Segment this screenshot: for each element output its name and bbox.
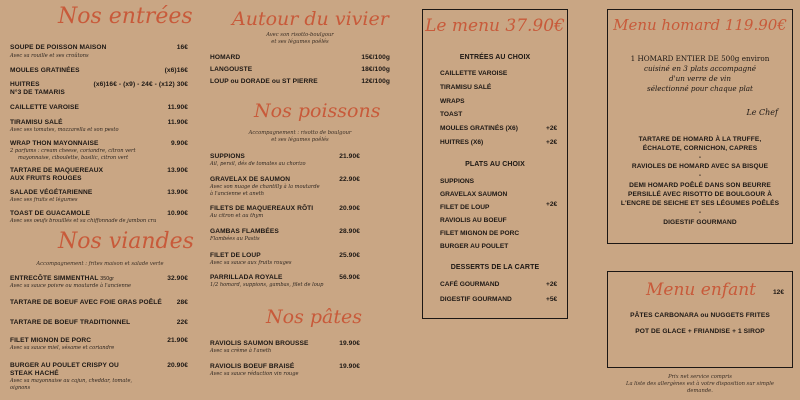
poisson-item: GAMBAS FLAMBÉES 28.90€ bbox=[210, 228, 360, 235]
pate-item: RAVIOLIS BOEUF BRAISÉ 19.90€ bbox=[210, 363, 360, 370]
menu-enfant-title: Menu enfant bbox=[646, 280, 756, 300]
vivier-item: HOMARD 15€/100g bbox=[210, 54, 390, 61]
menu-enfant-line: PÂTES CARBONARA ou NUGGETS FRITES bbox=[630, 312, 770, 319]
viande-item-line2: STEAK HACHÉ bbox=[10, 370, 59, 377]
vivier-subtitle: et ses légumes poêlés bbox=[271, 39, 329, 45]
poissons-title: Nos poissons bbox=[254, 100, 381, 122]
menu-homard-separator: - bbox=[698, 172, 702, 179]
menu-37-supplement: +2€ bbox=[546, 201, 558, 208]
menu-37-entree: TOAST bbox=[440, 111, 463, 118]
entree-item: WRAP THON MAYONNAISE 9.90€ bbox=[10, 140, 188, 147]
menu-homard-separator: - bbox=[698, 154, 702, 161]
menu-37-plat: BURGER AU POULET bbox=[440, 243, 509, 250]
menu-homard-box bbox=[607, 9, 793, 244]
entree-desc: Avec sa rouille et ses croûtons bbox=[10, 53, 89, 59]
menu-homard-desc: d'un verre de vin bbox=[669, 74, 731, 83]
menu-37-supplement: +2€ bbox=[546, 281, 558, 288]
poissons-subtitle: Accompagnement : risotto de boulgour bbox=[248, 130, 352, 136]
menu-homard-desc: sélectionné pour chaque plat bbox=[647, 84, 753, 93]
viandes-subtitle: Accompagnement : frites maison et salade verte bbox=[36, 261, 164, 267]
menu-homard-item: DEMI HOMARD POÊLÉ DANS SON BEURRE bbox=[629, 182, 771, 189]
poisson-desc: 1/2 homard, suppions, gambas, filet de loup bbox=[210, 282, 324, 288]
poisson-item: FILETS DE MAQUEREAUX RÔTI 20.90€ bbox=[210, 205, 360, 212]
menu-homard-item: RAVIOLES DE HOMARD AVEC SA BISQUE bbox=[631, 163, 769, 170]
entree-desc: 2 parfums : cream cheese, coriandre, citron vert bbox=[10, 148, 136, 154]
menu-homard-desc: 1 HOMARD ENTIER DE 500g environ bbox=[630, 54, 770, 63]
menu-homard-separator: - bbox=[698, 209, 702, 216]
entree-item: MOULES GRATINÉES (x6)16€ bbox=[10, 67, 188, 74]
menu-enfant-line: POT DE GLACE + FRIANDISE + 1 SIROP bbox=[635, 328, 765, 335]
entrees-title: Nos entrées bbox=[58, 4, 193, 29]
vivier-title: Autour du vivier bbox=[232, 8, 389, 30]
entree-item: TIRAMISU SALÉ 11.90€ bbox=[10, 119, 188, 126]
chef-signature: Le Chef bbox=[746, 108, 778, 117]
viande-item: TARTARE DE BOEUF TRADITIONNEL 22€ bbox=[10, 319, 188, 326]
footer-note: demande. bbox=[687, 388, 713, 394]
menu-37-plat: FILET MIGNON DE PORC bbox=[440, 230, 520, 237]
footer-note: Prix net service compris bbox=[668, 374, 732, 380]
entree-desc: mayonnaise, ciboulette, basilic, citron vert bbox=[18, 155, 129, 161]
viande-desc: oignons bbox=[10, 385, 31, 391]
poisson-desc: à l'ancienne et aneth bbox=[210, 191, 265, 197]
menu-37-supplement: +5€ bbox=[546, 296, 558, 303]
poisson-item: SUPPIONS 21.90€ bbox=[210, 153, 360, 160]
entree-item: SOUPE DE POISSON MAISON 16€ bbox=[10, 44, 188, 51]
entree-item: SALADE VÉGÉTARIENNE 13.90€ bbox=[10, 189, 188, 196]
menu-37-title: Le menu 37.90€ bbox=[425, 16, 565, 36]
poisson-item: PARRILLADA ROYALE 56.90€ bbox=[210, 274, 360, 281]
viande-item: ENTRECÔTE SIMMENTHAL 350gr 32.90€ bbox=[10, 275, 188, 282]
menu-37-entree: HUITRES (X6) bbox=[440, 139, 484, 146]
viande-item: FILET MIGNON DE PORC 21.90€ bbox=[10, 337, 188, 344]
vivier-item: LOUP ou DORADE ou ST PIERRE 12€/100g bbox=[210, 78, 390, 85]
menu-37-plat: GRAVELAX SAUMON bbox=[440, 191, 508, 198]
menu-37-plat: FILET DE LOUP bbox=[440, 204, 490, 211]
entree-item-line2: AUX FRUITS ROUGES bbox=[10, 175, 82, 182]
menu-37-entrees-heading: ENTRÉES AU CHOIX bbox=[459, 54, 531, 61]
entree-desc: Avec ses fruits et légumes bbox=[10, 197, 78, 203]
pates-title: Nos pâtes bbox=[266, 306, 362, 328]
menu-37-desserts-heading: DESSERTS DE LA CARTE bbox=[450, 264, 540, 271]
poisson-desc: Avec son nuage de chantilly à la moutarde bbox=[210, 184, 320, 190]
menu-37-plat: RAVIOLIS AU BOEUF bbox=[440, 217, 507, 224]
menu-37-dessert: CAFÉ GOURMAND bbox=[440, 281, 500, 288]
menu-homard-item: L'ENCRE DE SEICHE ET SES LÉGUMES POÊLÉS bbox=[620, 200, 780, 207]
menu-37-entree: MOULES GRATINÉS (X6) bbox=[440, 125, 518, 132]
pate-desc: Avec sa sauce réduction vin rouge bbox=[210, 371, 299, 377]
entree-item: TOAST DE GUACAMOLE 10.90€ bbox=[10, 210, 188, 217]
menu-homard-title: Menu homard 119.90€ bbox=[613, 16, 787, 34]
vivier-subtitle: Avec son risotto-boulgour bbox=[266, 32, 334, 38]
menu-homard-item: TARTARE DE HOMARD À LA TRUFFE, bbox=[638, 136, 762, 143]
menu-37-supplement: +2€ bbox=[546, 125, 558, 132]
menu-homard-item: DIGESTIF GOURMAND bbox=[663, 219, 737, 226]
vivier-item: LANGOUSTE 18€/100g bbox=[210, 66, 390, 73]
poisson-item: GRAVELAX DE SAUMON 22.90€ bbox=[210, 176, 360, 183]
entree-item: HUITRES (x6)16€ - (x9) - 24€ - (x12) 30€ bbox=[10, 81, 188, 88]
poisson-item: FILET DE LOUP 25.90€ bbox=[210, 252, 360, 259]
footer-note: La liste des allergènes est à votre disposition sur simple bbox=[626, 381, 774, 387]
menu-37-plats-heading: PLATS AU CHOIX bbox=[465, 161, 525, 168]
viandes-title: Nos viandes bbox=[58, 229, 194, 254]
menu-homard-item: PERSILLÉ AVEC RISOTTO DE BOULGOUR À bbox=[627, 191, 773, 198]
poisson-desc: Ail, persil, dés de tomates au chorizo bbox=[210, 161, 306, 167]
viande-desc: Avec sa sauce poivre ou moutarde à l'ancienne bbox=[10, 283, 132, 289]
menu-homard-desc: cuisiné en 3 plats accompagné bbox=[643, 64, 757, 73]
menu-37-box bbox=[422, 9, 568, 319]
entree-item: CAILLETTE VAROISE 11.90€ bbox=[10, 104, 188, 111]
viande-item: TARTARE DE BOEUF AVEC FOIE GRAS POÊLÉ 28€ bbox=[10, 299, 188, 306]
menu-enfant-price: 12€ bbox=[772, 289, 784, 296]
menu-37-entree: WRAPS bbox=[440, 98, 465, 105]
pate-item: RAVIOLIS SAUMON BROUSSE 19.90€ bbox=[210, 340, 360, 347]
menu-37-supplement: +2€ bbox=[546, 139, 558, 146]
viande-desc: Avec sa mayonnaise au cajun, cheddar, tomate, bbox=[10, 378, 133, 384]
entree-desc: Avec ses tomates, mozzarella et son pesto bbox=[10, 127, 119, 133]
menu-37-dessert: DIGESTIF GOURMAND bbox=[440, 296, 512, 303]
viande-item: BURGER AU POULET CRISPY OU 20.90€ bbox=[10, 362, 188, 369]
menu-homard-item: ÉCHALOTE, CORNICHON, CAPRES bbox=[642, 145, 758, 152]
poisson-desc: Au citron et au thym bbox=[210, 213, 264, 219]
poisson-desc: Avec sa sauce aux fruits rouges bbox=[210, 260, 292, 266]
viande-desc: Avec sa sauce miel, sésame et coriandre bbox=[10, 345, 115, 351]
menu-37-entree: CAILLETTE VAROISE bbox=[440, 70, 508, 77]
pate-desc: Avec sa crème à l'aneth bbox=[210, 348, 272, 354]
entree-desc: Avec ses oeufs brouillés et sa chiffonnade de jambon cru bbox=[10, 218, 157, 224]
menu-37-plat: SUPPIONS bbox=[440, 178, 475, 185]
entree-item-line2: N°3 DE TAMARIS bbox=[10, 89, 65, 96]
menu-37-entree: TIRAMISU SALÉ bbox=[440, 84, 492, 91]
menu-enfant-box bbox=[607, 271, 793, 368]
poissons-subtitle: et ses légumes poêlés bbox=[271, 137, 329, 143]
entree-item: TARTARE DE MAQUEREAUX 13.90€ bbox=[10, 167, 188, 174]
poisson-desc: Flambées au Pastis bbox=[210, 236, 260, 242]
